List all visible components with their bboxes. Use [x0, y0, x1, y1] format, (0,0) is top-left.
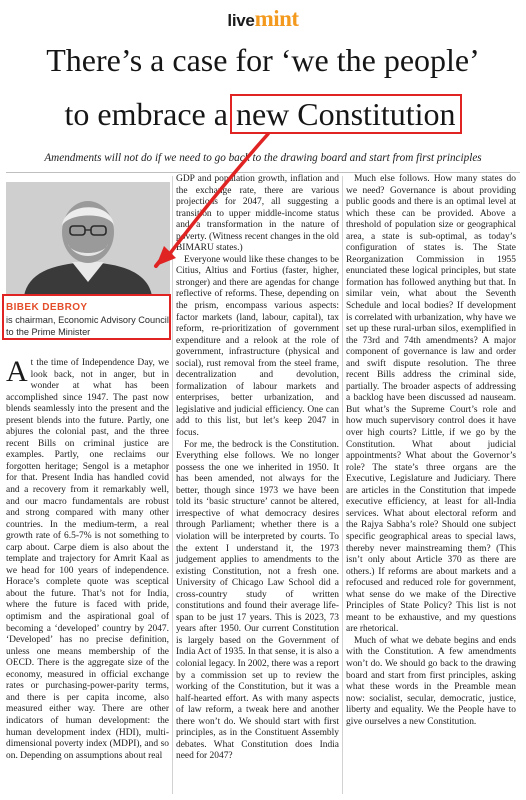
author-portrait-illustration	[6, 182, 170, 296]
article-paragraph: GDP and population growth, inflation and the exchange rate, there are various projections for 2047, all suggesting a transition to upper middle-income status and a transformation in the nature of poverty. (Witness recent changes in the old BIMARU states.)	[176, 174, 339, 254]
logo-mint: mint	[254, 6, 299, 31]
article-column-1	[6, 355, 169, 796]
logo-live: live	[227, 11, 255, 30]
drop-cap: A	[6, 355, 28, 388]
header-rule	[6, 172, 520, 173]
article-column-2	[176, 174, 339, 796]
author-portrait	[6, 182, 170, 296]
article-column-3	[346, 174, 516, 796]
author-highlight-box	[2, 294, 171, 340]
article-paragraph: t the time of Independence Day, we look back, not in anger, but in wonder at what has been accomplished since 1947. The past now blends seamlessly into the present and the present blends into the future. Partly, one abjures the colonial past, and the three recent Bills on criminal justice are examples. Partly, one reclaims our forgotten heritage; Sengol is a metaphor for that. Present India has handled covid and a recovery from it remarkably well, and our macro fundamentals are robust and strong compared with many other countries. In the medium-term, a real growth rate of 6.5-7% is not something to carp about. Carpe diem is also about the template and trajectory for Amrit Kaal as we head for 100 years of independence. Horace’s complete quote was sceptical about the future. That’s not for India, where the future is faced with pride, optimism and the aspirational goal of becoming a ‘developed’ country by 2047. ‘Developed’ has no precise definition, unless one means membership of the OECD. There is the aggregate size of the economy, measured in official exchange rates or purchasing-power-parity terms, and there is per capita income, also measured either way. There are other indicators of human development: the human development index (HDI), multi-dimensional poverty index (MDPI), and so on. Depending on assumptions about real	[6, 358, 169, 761]
headline-line-1: There’s a case for ‘we the people’	[46, 42, 480, 78]
author-bio: is chairman, Economic Advisory Council to the Prime Minister	[6, 315, 169, 337]
standfirst: Amendments will not do if we need to go back to the drawing board and start from first principles	[44, 152, 482, 164]
article-paragraph: Much of what we debate begins and ends with the Constitution. A few amendments won’t do. We should go back to the drawing board and start from first principles, asking what these words in the Preamble mean now: socialist, secular, democratic, justice, liberty and equality. We the People have to give ourselves a new Constitution.	[346, 635, 516, 727]
masthead-logo	[0, 6, 526, 36]
headline-line-2	[0, 94, 526, 134]
headline-highlight-box: new Constitution	[230, 94, 462, 134]
article-paragraph: Much else follows. How many states do we need? Governance is about providing public goods and there is an optimal level at which these can be provided. Above a threshold of population size or geographical area, a state is sub-optimal, as today’s configuration of states is. The State Reorganization Commission in 1955 enunciated these logical principles, but state formation has followed anything but that. In similar vein, what about the Seventh Schedule and local bodies? If development is correlated with urbanization, why have we set up these rural-urban silos, exemplified in the 73rd and 74th amendments? A major component of governance is law and order and swift dispute resolution. The three recent Bills address the criminal side, partially. The broader aspects of addressing a backlog have been discussed ad nauseam. But what’s the Supreme Court’s role and how much supervisory control does it have over high courts? Little, if we go by the Constitution. What about judicial appointments? What about the Governor’s role? The state’s three organs are the Executive, Legislature and Judiciary. There are articles in the Constitution that impede executive efficiency, at least for all-India services. What about electoral reform and the Rajya Sabha’s role? Should one subject specific geographical areas to special laws, thereby never mainstreaming them? (This isn’t only about Article 370 as there are others.) If reforms are about markets and a refocused and reduced role for government, what sense do we make of the Directive Principles of State Policy? This list is not meant to be exhaustive, and my questions are rhetorical.	[346, 174, 516, 635]
article-paragraph: Everyone would like these changes to be Citius, Altius and Fortius (faster, higher, stronger) and there are agendas for change reflective of reforms. These, depending on the prism, encompass various aspects: factor markets (land, labour, capital), tax reform, re-prioritization of government expenditure and a relook at the role of government, infrastructure (physical and social), rust removal from the steel frame, decentralization and devolution, formalization of labour markets and enterprises, better urbanization, and legislative and judicial efficiency. One can add to this list, but let’s keep 2047 in focus.	[176, 254, 339, 439]
headline-line-2-start: to embrace a	[64, 96, 228, 132]
article-paragraph: For me, the bedrock is the Constitution. Everything else follows. We no longer possess the one we inherited in 1950. It has been amended, not always for the better, though since 1973 we have been told its ‘basic structure’ cannot be altered, irrespective of what democracy desires through Parliament; whether there is a violation will be interpreted by courts. To the extent I understand it, the 1973 judgement applies to amendments to the existing Constitution, not a fresh one. University of Chicago Law School did a cross-country study of written constitutions and found their average life-span to be just 17 years. This is 2023, 73 years after 1950. Our current Constitution is largely based on the Government of India Act of 1935. In that sense, it is also a colonial legacy. In 2002, there was a report by a commission set up to review the working of the Constitution, but it was a half-hearted effort. As with many aspects of law reform, a tweak here and another there won’t do. We should start with first principles, as in the Constituent Assembly debates. What Constitution does India need for 2047?	[176, 439, 339, 762]
author-name: BIBEK DEBROY	[6, 302, 88, 313]
column-divider-2	[342, 176, 343, 794]
column-divider-1	[172, 176, 173, 794]
